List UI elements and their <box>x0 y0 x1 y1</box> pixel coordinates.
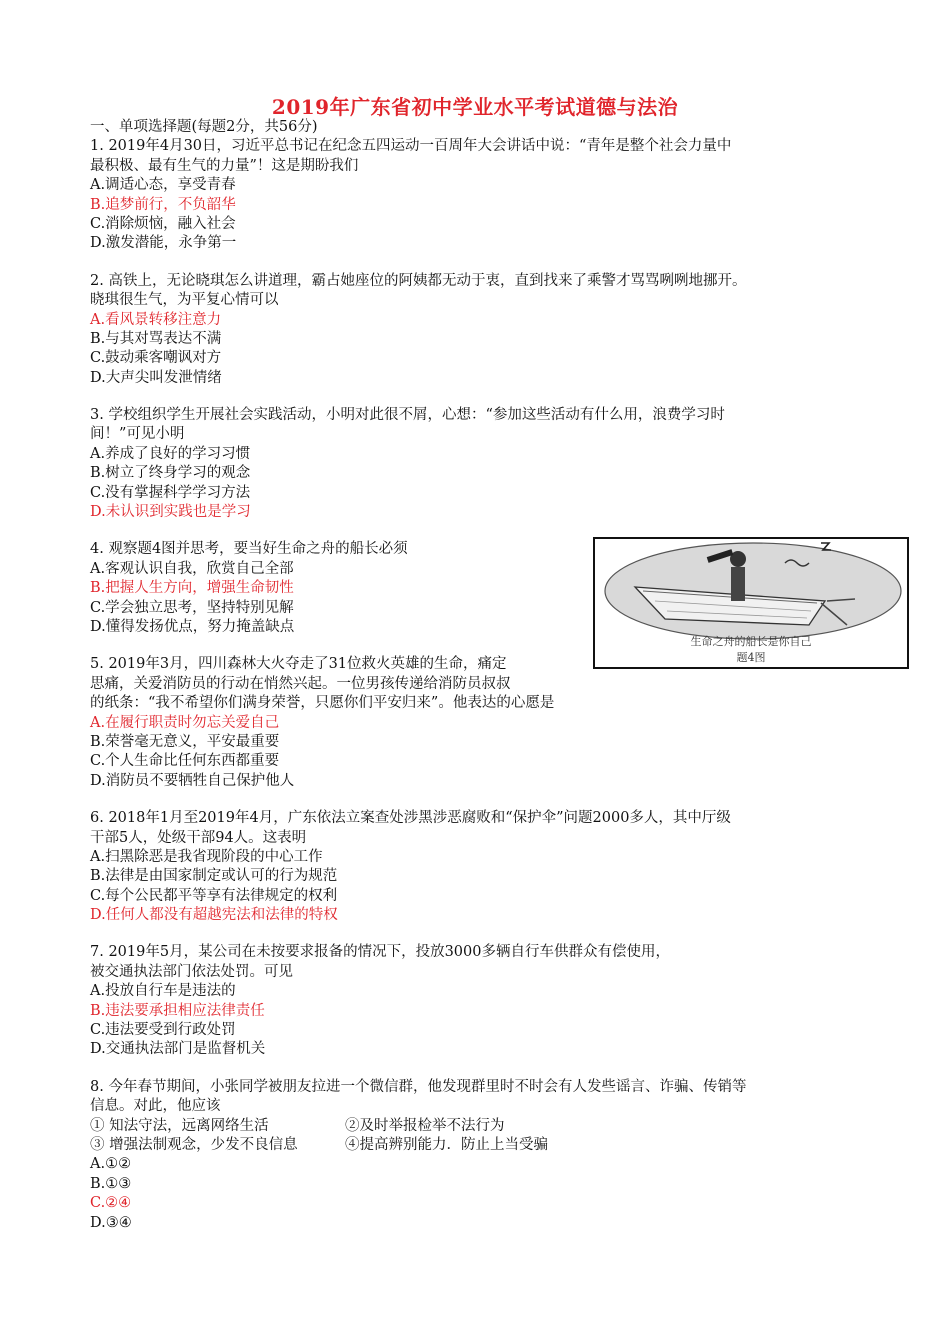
q3-option-d-answer: D.未认识到实践也是学习 <box>90 504 251 521</box>
q7-option-b-answer: B.违法要承担相应法律责任 <box>90 1002 265 1019</box>
figure-label: 题4图 <box>736 651 766 665</box>
q7-option-c: C.违法要受到行政处罚 <box>90 1022 236 1039</box>
q8-item-4: ④提高辨别能力．防止上当受骗 <box>345 1136 548 1153</box>
question-3 <box>90 406 860 522</box>
q1-option-c: C.消除烦恼，融入社会 <box>90 215 236 232</box>
q8-item-2: ②及时举报检举不法行为 <box>345 1117 505 1134</box>
question-2 <box>90 272 860 388</box>
q8-stem-2: 信息。对此，他应该 <box>90 1098 221 1115</box>
q8-option-a: A.①② <box>90 1156 132 1173</box>
q8-stem-1: 8. 今年春节期间，小张同学被朋友拉进一个微信群，他发现群里时不时会有人发些谣言、诈骗、传销等 <box>90 1078 747 1095</box>
q5-option-d: D.消防员不要牺牲自己保护他人 <box>90 772 295 789</box>
q7-stem-2: 被交通执法部门依法处罚。可见 <box>90 963 293 980</box>
q3-option-c: C.没有掌握科学学习方法 <box>90 484 251 501</box>
q5-stem-1: 5. 2019年3月，四川森林大火夺走了31位救火英雄的生命，痛定 <box>90 656 507 673</box>
question-8 <box>90 1078 860 1233</box>
q1-stem-2: 最积极、最有生气的力量”！这是期盼我们 <box>90 157 359 174</box>
question-7 <box>90 943 860 1059</box>
q8-item-1: ① 知法守法，远离网络生活 <box>90 1117 269 1134</box>
question-6 <box>90 809 860 925</box>
q1-stem-1: 1. 2019年4月30日，习近平总书记在纪念五四运动一百周年大会讲话中说：“青年是整个社会力量中 <box>90 138 732 155</box>
q7-option-a: A.投放自行车是违法的 <box>90 983 236 1000</box>
q4-stem: 4. 观察题4图并思考，要当好生命之舟的船长必须 <box>90 541 408 558</box>
q1-option-b-answer: B.追梦前行，不负韶华 <box>90 196 236 213</box>
question-1 <box>90 137 860 253</box>
q5-option-a-answer: A.在履行职责时勿忘关爱自己 <box>90 714 280 731</box>
q6-option-c: C.每个公民都平等享有法律规定的权利 <box>90 887 338 904</box>
q4-option-d: D.懂得发扬优点，努力掩盖缺点 <box>90 618 295 635</box>
q2-option-d: D.大声尖叫发泄情绪 <box>90 369 222 386</box>
q6-option-b: B.法律是由国家制定或认可的行为规范 <box>90 868 338 885</box>
q1-option-a: A.调适心态，享受青春 <box>90 177 236 194</box>
q5-stem-2: 思痛，关爱消防员的行动在悄然兴起。一位男孩传递给消防员叔叔 <box>90 675 511 692</box>
q7-option-d: D.交通执法部门是监督机关 <box>90 1041 266 1058</box>
q8-item-3: ③ 增强法制观念，少发不良信息 <box>90 1136 298 1153</box>
q8-option-b: B.①③ <box>90 1175 132 1192</box>
q8-items-row-1 <box>90 1117 860 1136</box>
q8-items-row-2 <box>90 1136 860 1155</box>
q8-option-d: D.③④ <box>90 1214 132 1231</box>
q4-option-b-answer: B.把握人生方向，增强生命韧性 <box>90 580 294 597</box>
q5-stem-3: 的纸条：“我不希望你们满身荣誉，只愿你们平安归来”。他表达的心愿是 <box>90 695 555 712</box>
q2-option-b: B.与其对骂表达不满 <box>90 330 222 347</box>
q6-stem-2: 干部5人，处级干部94人。这表明 <box>90 829 307 846</box>
q8-option-c-answer: C.②④ <box>90 1195 132 1212</box>
q6-option-d-answer: D.任何人都没有超越宪法和法律的特权 <box>90 907 338 924</box>
q2-stem-2: 晓琪很生气，为平复心情可以 <box>90 292 279 309</box>
page-title: 2019年广东省初中学业水平考试道德与法治 <box>271 95 679 119</box>
q5-option-c: C.个人生命比任何东西都重要 <box>90 753 280 770</box>
q3-option-a: A.养成了良好的学习习惯 <box>90 445 251 462</box>
q7-stem-1: 7. 2019年5月，某公司在未按要求报备的情况下，投放3000多辆自行车供群众有偿使用， <box>90 944 670 961</box>
exam-content <box>90 118 860 1233</box>
q6-stem-1: 6. 2018年1月至2019年4月，广东依法立案查处涉黑涉恶腐败和“保护伞”问题2000多人，其中厅级 <box>90 810 731 827</box>
q3-stem-2: 间！”可见小明 <box>90 426 185 443</box>
q5-option-b: B.荣誉毫无意义，平安最重要 <box>90 733 280 750</box>
section-heading: 一、单项选择题(每题2分，共56分) <box>90 119 318 135</box>
q2-option-c: C.鼓动乘客嘲讽对方 <box>90 350 222 367</box>
q4-option-a: A.客观认识自我，欣赏自己全部 <box>90 560 294 577</box>
q3-stem-1: 3. 学校组织学生开展社会实践活动，小明对此很不屑，心想：“参加这些活动有什么用，浪费学习时 <box>90 407 725 424</box>
q3-option-b: B.树立了终身学习的观念 <box>90 465 251 482</box>
figure-4-life-boat <box>593 537 909 669</box>
q2-stem-1: 2. 高铁上，无论晓琪怎么讲道理，霸占她座位的阿姨都无动于衷，直到找来了乘警才骂骂咧咧地挪开。 <box>90 272 747 289</box>
question-5 <box>90 655 860 791</box>
q4-option-c: C.学会独立思考，坚持特别见解 <box>90 599 294 616</box>
q1-option-d: D.激发潜能，永争第一 <box>90 235 237 252</box>
q2-option-a-answer: A.看风景转移注意力 <box>90 311 222 328</box>
q6-option-a: A.扫黑除恶是我省现阶段的中心工作 <box>90 848 323 865</box>
figure-caption: 生命之舟的船长是你自己 <box>690 635 812 649</box>
